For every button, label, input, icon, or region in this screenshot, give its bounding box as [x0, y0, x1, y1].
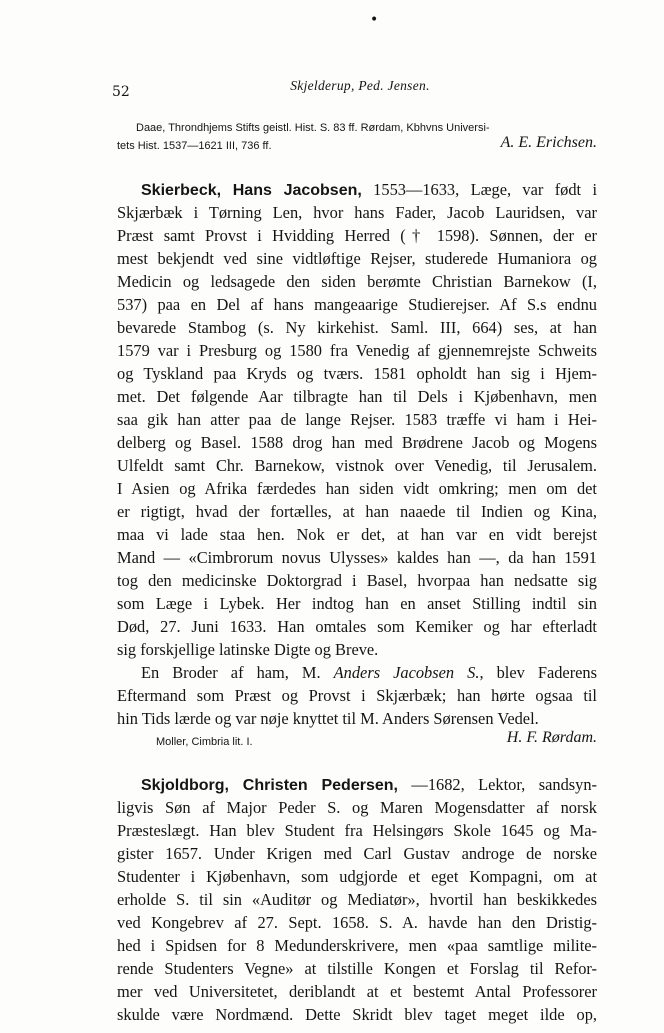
- running-head: Skjelderup, Ped. Jensen.: [290, 78, 430, 93]
- prev-entry-source-line-1: Daae, Throndhjems Stifts geistl. Hist. S. 83 ff. Rørdam, Kbhvns Universi-: [136, 122, 490, 134]
- entry2-line-9: rende Studenters Vegne» at tilstille Kongen et Forslag til Refor-: [117, 959, 597, 978]
- entry1-line-9: og Tyskland paa Kryds og tværs. 1581 opholdt han sig i Hjem-: [117, 364, 597, 383]
- entry1-line-2: Skjærbæk i Tørning Len, hvor hans Fader, Jacob Lauridsen, var: [117, 203, 597, 222]
- entry1-brother-name: Anders Jacobsen S.: [333, 663, 480, 682]
- entry1-line-19: som Læge i Lybek. Her indtog han en anset Stilling indtil sin: [117, 594, 597, 613]
- entry1-line-1: Skierbeck, Hans Jacobsen, 1553—1633, Læge, var født i: [141, 180, 598, 199]
- page-number: 52: [112, 84, 130, 100]
- entry1-line-5: Medicin og ledsagede den siden berømte Christian Barnekow (I,: [117, 272, 597, 291]
- entry1-para2-line-1: En Broder af ham, M. Anders Jacobsen S., blev Faderens: [141, 663, 597, 682]
- entry1-line-3: Præst samt Provst i Hvidding Herred († 1598). Sønnen, der er: [117, 226, 597, 245]
- entry2-line-1: Skjoldborg, Christen Pedersen, —1682, Lektor, sandsyn-: [141, 775, 597, 794]
- prev-entry-source-line-2: tets Hist. 1537—1621 III, 736 ff.: [117, 140, 272, 152]
- entry1-line-14: I Asien og Afrika færdedes han siden vidt omkring; men om det: [117, 479, 597, 498]
- entry2-line-10: mer ved Universitetet, deriblandt at et bestemt Antal Professorer: [117, 982, 597, 1001]
- entry2-line-11: skulde være Nordmænd. Dette Skridt blev taget meget ilde op,: [117, 1005, 597, 1024]
- entry1-source: Moller, Cimbria lit. I.: [156, 736, 253, 748]
- entry1-signature: H. F. Rørdam.: [506, 729, 597, 746]
- entry2-line-2: ligvis Søn af Major Peder S. og Maren Mogensdatter af norsk: [117, 798, 597, 817]
- entry1-heading: Skierbeck, Hans Jacobsen,: [141, 182, 362, 199]
- entry1-para2-line-2: Eftermand som Præst og Provst i Skjærbæk; han hørte ogsaa til: [117, 686, 597, 705]
- entry1-line-8: 1579 var i Presburg og 1580 fra Venedig af gjennemrejste Schweits: [117, 341, 597, 360]
- entry2-line-5: Studenter i Kjøbenhavn, som udgjorde et eget Kompagni, om at: [117, 867, 597, 886]
- print-dot: •: [370, 12, 379, 28]
- entry1-line-11: saa gik han atter paa de lange Rejser. 1583 træffe vi ham i Hei-: [117, 410, 597, 429]
- entry2-line-4: gister 1657. Under Krigen med Carl Gustav androge de norske: [117, 844, 597, 863]
- prev-entry-signature: A. E. Erichsen.: [500, 134, 597, 151]
- entry1-para2-line-3: hin Tids lærde og var nøje knyttet til M. Anders Sørensen Vedel.: [117, 709, 539, 728]
- entry1-line-18: tog den medicinske Doktorgrad i Basel, hvorpaa han nedsatte sig: [117, 571, 597, 590]
- entry2-line-8: hed i Spidsen for 8 Medunderskrivere, men «paa samtlige milite-: [117, 936, 597, 955]
- entry1-line-20: Død, 27. Juni 1633. Han omtales som Kemiker og har efterladt: [117, 617, 597, 636]
- entry1-line-17: Mand — «Cimbrorum novus Ulysses» kaldes han —, da han 1591: [117, 548, 597, 567]
- entry2-line-3: Præsteslægt. Han blev Student fra Helsingørs Skole 1645 og Ma-: [117, 821, 597, 840]
- entry1-line-10: met. Det følgende Aar tilbragte han til Dels i Kjøbenhavn, men: [117, 387, 597, 406]
- entry1-line-16: maa vi lade staa hen. Nok er det, at han var en vidt berejst: [117, 525, 597, 544]
- entry1-line-6: 537) paa en Del af hans mangeaarige Studierejser. Af S.s endnu: [117, 295, 597, 314]
- entry2-line-7: ved Kongebrev af 27. Sept. 1658. S. A. havde han den Dristig-: [117, 913, 597, 932]
- entry2-heading: Skjoldborg, Christen Pedersen,: [141, 777, 398, 794]
- entry1-line-4: mest bekjendt ved sine vidtløftige Rejser, studerede Humaniora og: [117, 249, 597, 268]
- entry1-line-7: bevarede Stambog (s. Ny kirkehist. Saml. III, 664) ses, at han: [117, 318, 597, 337]
- entry1-line-13: Ulfeldt samt Chr. Barnekow, vistnok over Venedig, til Jerusalem.: [117, 456, 597, 475]
- entry2-line-6: erholde S. til sin «Auditør og Mediatør», hvortil han beskikkedes: [117, 890, 597, 909]
- entry1-line-21: sig forskjellige latinske Digte og Breve.: [117, 640, 379, 659]
- entry1-line-12: delberg og Basel. 1588 drog han med Brødrene Jacob og Mogens: [117, 433, 597, 452]
- entry1-line-15: er rigtigt, hvad der fortælles, at han naaede til Indien og Kina,: [117, 502, 597, 521]
